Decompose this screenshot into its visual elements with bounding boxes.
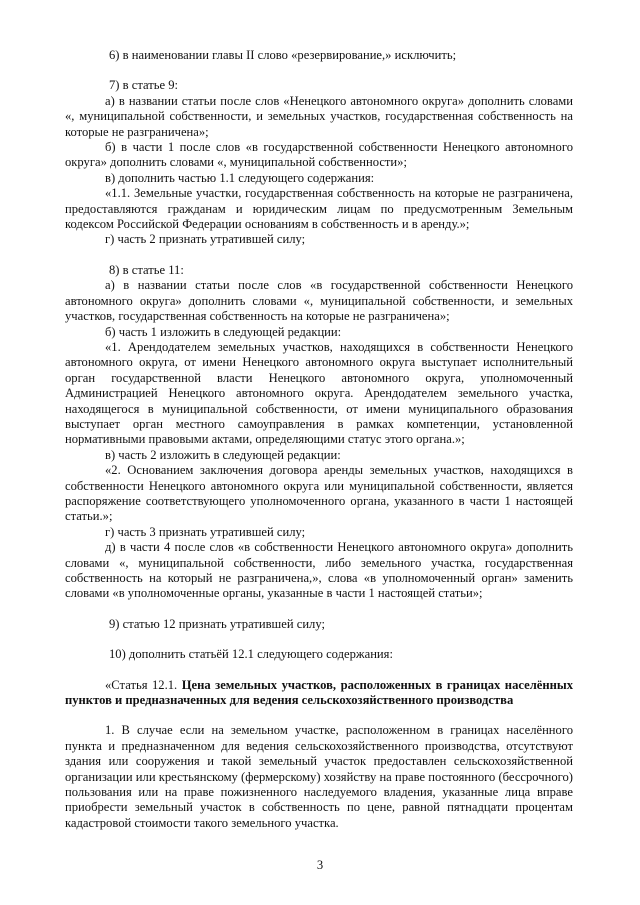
article-label: «Статья 12.1. <box>105 677 182 692</box>
item-8-g: г) часть 3 признать утратившей силу; <box>105 524 306 539</box>
article-title: Цена земельных участков, расположенных в границах населённых пунктов и предназначенных для ведения сельскохозяйственного производства <box>65 677 573 708</box>
item-7-g: г) часть 2 признать утратившей силу; <box>105 232 306 247</box>
item-8-v: в) часть 2 изложить в следующей редакции: <box>105 447 341 462</box>
item-8: 8) в статье 11: <box>109 262 184 277</box>
item-7-a: а) в названии статьи после слов «Ненецкого автономного округа» дополнить словами «, муниципальной собственности, и земельных участков, государственная собственность на которые не разграничена»; <box>65 93 573 139</box>
item-6: 6) в наименовании главы II слово «резервирование,» исключить; <box>109 48 457 62</box>
item-8-b: б) часть 1 изложить в следующей редакции: <box>105 324 342 339</box>
item-8-v-text: «2. Основанием заключения договора аренды земельных участков, находящихся в собственности Ненецкого автономного округа или муниципальной собственности, является распоряжение соответствующего уполномоченного органа, указанного в части 1 настоящей статьи.»; <box>65 463 573 524</box>
item-8-a: а) в названии статьи после слов «в государственной собственности Ненецкого автономного округа» дополнить словами «, муниципальной собственности, и земельных участков, государственная собственность на которые не разграничена»; <box>65 278 573 324</box>
item-10: 10) дополнить статьёй 12.1 следующего содержания: <box>109 647 393 662</box>
page-number: 3 <box>316 858 324 872</box>
item-9: 9) статью 12 признать утратившей силу; <box>109 616 325 631</box>
item-8-b-text: «1. Арендодателем земельных участков, находящихся в собственности Ненецкого автономного округа, от имени Ненецкого автономного округа выступает исполнительный орган государственной власти Ненецкого автономного округа, уполномоченный Администрацией Ненецкого автономного округа. Арендодателем земельного участка, находящегося в муниципальной собственности, от имени муниципального образования выступает орган местного самоуправления в рамках компетенции, установленной нормативными правовыми актами, определяющими статус этого органа.»; <box>65 339 573 447</box>
article-heading <box>65 678 573 709</box>
item-7-v-text: «1.1. Земельные участки, государственная собственность на которые не разграничена, предоставляются гражданам и юридическим лицам по предусмотренным Земельным кодексом Российской Федерации основаниям в собственность и в аренду.»; <box>65 186 573 232</box>
item-7-v: в) дополнить частью 1.1 следующего содержания: <box>105 170 375 185</box>
document-body <box>65 48 573 831</box>
item-7-b: б) в части 1 после слов «в государственной собственности Ненецкого автономного округа» дополнить словами «, муниципальной собственности»; <box>65 140 573 170</box>
article-paragraph-1: 1. В случае если на земельном участке, расположенном в границах населённого пункта и предназначенном для ведения сельскохозяйственного производства, отсутствуют здания или сооружения и такой земельный участок предоставлен сельскохозяйственной организации или крестьянскому (фермерскому) хозяйству на праве постоянного (бессрочного) пользования или на праве пожизненного наследуемого владения, указанные лица вправе приобрести земельный участок в собственность по цене, равной пятнадцати процентам кадастровой стоимости такого земельного участка. <box>65 723 573 830</box>
item-7: 7) в статье 9: <box>109 78 179 93</box>
item-8-d: д) в части 4 после слов «в собственности Ненецкого автономного округа» дополнить словами «, муниципальной собственности, либо земельного участка, государственная собственность на который не разграничена,», слова «в уполномоченный орган» заменить словами «в уполномоченные органы, указанные в части 1 настоящей статьи»; <box>65 540 573 601</box>
